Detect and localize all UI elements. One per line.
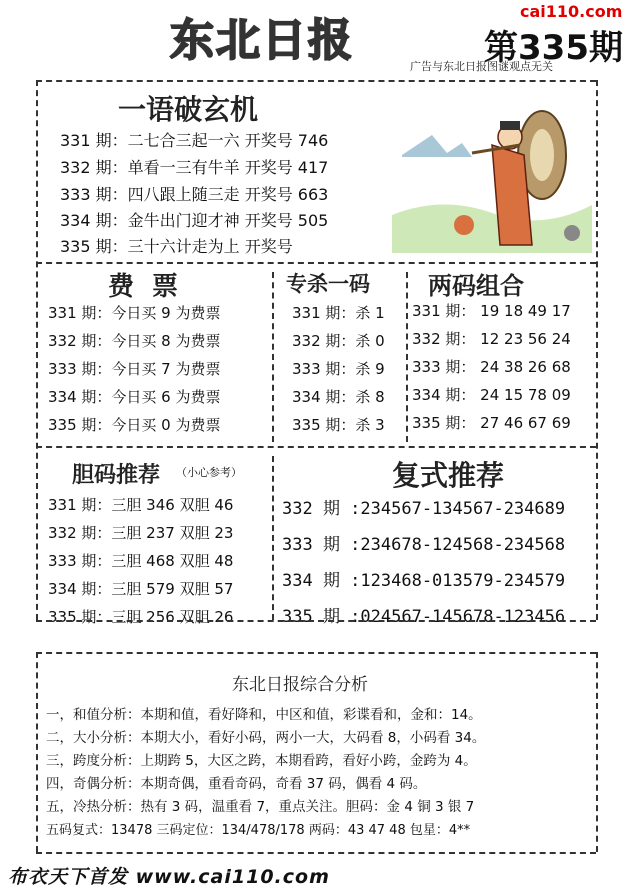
analysis-row: 五，冷热分析：热有 3 码，温重看 7，重点关注。胆码：金 4 铜 3 银 7 [46,799,475,815]
fushi-row: 335 期 :024567-145678-123456 [282,607,566,627]
analysis-row: 四，奇偶分析：本期奇偶，重看奇码，奇看 37 码，偶看 4 码。 [46,776,427,792]
sha-row: 333 期：杀 9 [292,360,385,378]
yiyu-row: 332 期：单看一三有牛羊 开奖号 417 [60,158,329,177]
danma-row: 335 期：三胆 256 双胆 26 [48,608,234,626]
liangma-row: 331 期： 19 18 49 17 [412,302,571,320]
fushi-row: 334 期 :123468-013579-234579 [282,571,566,591]
yiyu-row: 334 期：金牛出门迎才神 开奖号 505 [60,211,329,230]
issue-number: 第335期 [484,28,623,68]
analysis-row: 二，大小分析：本期大小，看好小码，两小一大，大码看 8，小码看 34。 [46,730,486,746]
scholar-playing-flute-picture [392,95,592,253]
analysis-frame-right [596,652,598,852]
fei-row: 331 期：今日买 9 为费票 [48,304,221,322]
yiyu-row: 333 期：四八跟上随三走 开奖号 663 [60,185,329,204]
fushi-row: 333 期 :234678-124568-234568 [282,535,566,555]
danma-row: 334 期：三胆 579 双胆 57 [48,580,234,598]
divider-v3 [272,456,274,620]
yiyu-row: 331 期：二七合三起一六 开奖号 746 [60,131,329,150]
sha-row: 334 期：杀 8 [292,388,385,406]
fei-row: 334 期：今日买 6 为费票 [48,388,221,406]
divider-v2 [406,272,408,442]
analysis-row: 一，和值分析：本期和值，看好降和，中区和值，彩谍看和，金和：14。 [46,707,482,723]
danma-row: 331 期：三胆 346 双胆 46 [48,496,234,514]
divider-v1 [272,272,274,442]
fei-title: 费票 [108,272,197,302]
liangma-row: 333 期： 24 38 26 68 [412,358,571,376]
divider-3 [36,620,596,622]
footer-credit: 布衣天下首发 www.cai110.com [8,866,330,888]
divider-2 [36,446,596,448]
frame-top [36,80,596,82]
site-watermark: cai110.com [520,2,623,21]
divider-1 [36,262,596,264]
danma-row: 332 期：三胆 237 双胆 23 [48,524,234,542]
sha-row: 331 期：杀 1 [292,304,385,322]
yiyu-row: 335 期：三十六计走为上 开奖号 [60,237,293,256]
analysis-frame-bottom [36,852,596,854]
danma-title: 胆码推荐 [72,462,161,488]
yiyu-title: 一语破玄机 [118,93,259,126]
fei-row: 335 期：今日买 0 为费票 [48,416,221,434]
fei-row: 333 期：今日买 7 为费票 [48,360,221,378]
danma-row: 333 期：三胆 468 双胆 48 [48,552,234,570]
liangma-row: 332 期： 12 23 56 24 [412,330,571,348]
analysis-frame-top [36,652,596,654]
fei-row: 332 期：今日买 8 为费票 [48,332,221,350]
analysis-row: 五码复式：13478 三码定位：134/478/178 两码：43 47 48 包星：4** [46,823,471,838]
analysis-title: 东北日报综合分析 [232,675,368,695]
fushi-row: 332 期 :234567-134567-234689 [282,499,566,519]
danma-note: （小心参考） [176,466,242,479]
sha-row: 335 期：杀 3 [292,416,385,434]
sha-row: 332 期：杀 0 [292,332,385,350]
disclaimer: 广告与东北日报图谜观点无关 [410,60,553,73]
frame-left [36,80,38,620]
liangma-row: 335 期： 27 46 67 69 [412,414,571,432]
fushi-title: 复式推荐 [392,459,505,492]
liangma-row: 334 期： 24 15 78 09 [412,386,571,404]
analysis-frame-left [36,652,38,852]
masthead-title: 东北日报 [170,15,354,66]
sha-title: 专杀一码 [286,271,370,296]
analysis-row: 三，跨度分析：上期跨 5，大区之跨，本期看跨，看好小跨，金跨为 4。 [46,753,477,769]
frame-right [596,80,598,620]
liangma-title: 两码组合 [428,271,524,300]
